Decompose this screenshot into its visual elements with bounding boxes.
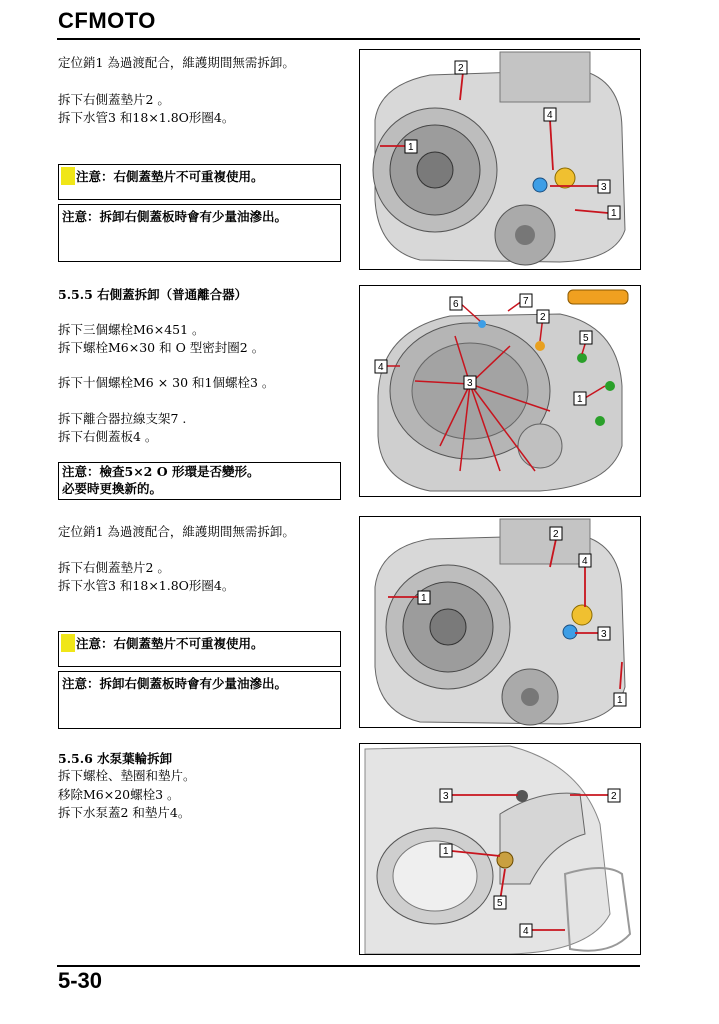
fig4-label-4: 4 [523, 926, 529, 937]
s3-note1: 注意：右側蓋墊片不可重複使用。 [58, 631, 341, 667]
engine-illustration-4 [360, 744, 641, 955]
brand-title: CFMOTO [58, 8, 156, 33]
s2-line1: 拆下三個螺栓M6×451 。 [58, 322, 205, 337]
s3-note2: 注意：拆卸右側蓋板時會有少量油滲出。 [58, 671, 341, 729]
fig4-label-1: 1 [443, 846, 449, 857]
fig4-label-5: 5 [497, 898, 503, 909]
fig2-label-7: 7 [523, 296, 529, 307]
s1-note2: 注意：拆卸右側蓋板時會有少量油滲出。 [58, 204, 341, 262]
engine-illustration-2 [360, 286, 641, 497]
fig2-label-1: 1 [577, 394, 583, 405]
header-rule [57, 38, 640, 40]
fig4-label-2: 2 [611, 791, 617, 802]
s2-line2: 拆下螺栓M6×30 和 O 型密封圈2 。 [58, 340, 265, 355]
fig2-label-3: 3 [467, 378, 473, 389]
s1-note1: 注意：右側蓋墊片不可重複使用。 [58, 164, 341, 200]
engine-illustration-3 [360, 517, 641, 728]
fig1-label-3: 3 [601, 182, 607, 193]
s2-line4: 拆下離合器拉線支架7 . [58, 411, 187, 426]
fig4-label-3: 3 [443, 791, 449, 802]
fig3-label-4: 4 [582, 556, 588, 567]
s3-line3: 拆下水管3 和18×1.8O形圈4。 [58, 578, 235, 593]
s1-line2: 拆下右側蓋墊片2 。 [58, 92, 170, 107]
fig3-label-2: 2 [553, 529, 559, 540]
fig1-label-2: 2 [458, 63, 464, 74]
s3-line1: 定位銷1 為過渡配合，維護期間無需拆卸。 [58, 524, 295, 539]
s2-line5: 拆下右側蓋板4 。 [58, 429, 158, 444]
engine-illustration-1 [360, 50, 641, 270]
fig2-label-5: 5 [583, 333, 589, 344]
s3-line2: 拆下右側蓋墊片2 。 [58, 560, 170, 575]
fig1-label-1: 1 [408, 142, 414, 153]
s1-line3: 拆下水管3 和18×1.8O形圈4。 [58, 110, 235, 125]
fig3-label-3: 3 [601, 629, 607, 640]
fig2-label-6: 6 [453, 299, 459, 310]
figure-clutch-side-1 [359, 49, 641, 270]
s4-heading: 5.5.6 水泵葉輪拆卸 [58, 751, 173, 766]
s4-line2: 移除M6×20螺栓3 。 [58, 787, 180, 802]
fig2-label-2: 2 [540, 312, 546, 323]
s4-line1: 拆下螺栓、墊圈和墊片。 [58, 768, 196, 783]
fig2-label-4: 4 [378, 362, 384, 373]
s2-note: 注意：檢查5×2 O 形環是否變形。 必要時更換新的。 [58, 462, 341, 500]
fig1-label-1b: 1 [611, 208, 617, 219]
page-number: 5-30 [58, 968, 103, 993]
s1-line1: 定位銷1 為過渡配合，維護期間無需拆卸。 [58, 55, 295, 70]
fig1-label-4: 4 [547, 110, 553, 121]
s2-line3: 拆下十個螺栓M6 × 30 和1個螺栓3 。 [58, 375, 275, 390]
footer-rule [57, 965, 640, 967]
figure-clutch-side-2 [359, 516, 641, 728]
highlight-mark-2 [61, 634, 75, 652]
figure-water-pump [359, 743, 641, 955]
s4-line3: 拆下水泵蓋2 和墊片4。 [58, 805, 191, 820]
fig3-label-1: 1 [421, 593, 427, 604]
s2-heading: 5.5.5 右側蓋拆卸（普通離合器） [58, 287, 248, 302]
fig3-label-1b: 1 [617, 695, 623, 706]
figure-right-cover [359, 285, 641, 497]
highlight-mark [61, 167, 75, 185]
